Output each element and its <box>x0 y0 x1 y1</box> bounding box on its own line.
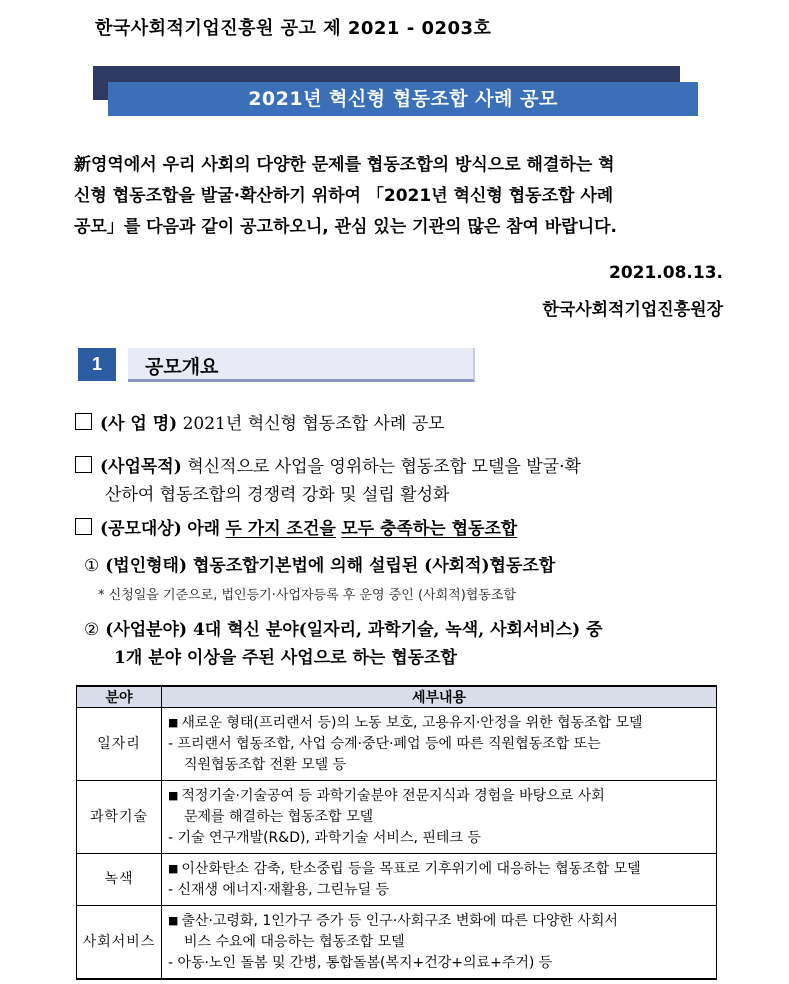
issuer-name: 한국사회적기업진흥원장 <box>542 300 723 320</box>
condition-1 <box>84 552 724 580</box>
table-cell-detail <box>162 781 717 854</box>
table-row <box>77 708 717 781</box>
detail-main: 이산화탄소 감축, 탄소중립 등을 목표로 기후위기에 대응하는 협동조합 모델 <box>181 861 641 877</box>
notice-number: 한국사회적기업진흥원 공고 제 2021 - 0203호 <box>95 18 492 39</box>
square-bullet-icon: ■ <box>168 789 179 802</box>
table-cell-detail <box>162 854 717 906</box>
detail-sub-continued: 직원협동조합 전환 모델 등 <box>184 757 347 773</box>
table-row <box>77 781 717 854</box>
condition-text: (사업분야) 4대 혁신 분야(일자리, 과학기술, 녹색, 사회서비스) 중 <box>105 620 603 640</box>
detail-main: 적정기술·기술공여 등 과학기술분야 전문지식과 경험을 바탕으로 사회 <box>181 788 605 804</box>
item-purpose <box>75 453 725 509</box>
item-value-underlined: 모두 충족하는 협동조합 <box>341 519 518 539</box>
item-label: (사 업 명) <box>100 414 178 434</box>
checkbox-icon <box>75 518 92 535</box>
condition-text-continued: 1개 분야 이상을 주된 사업으로 하는 협동조합 <box>114 648 457 668</box>
item-value: 혁신적으로 사업을 영위하는 협동조합 모델을 발굴·확 <box>187 457 581 477</box>
table-row <box>77 906 717 980</box>
table-cell-detail <box>162 708 717 781</box>
table-row <box>77 854 717 906</box>
intro-line: 新영역에서 우리 사회의 다양한 문제를 협동조합의 방식으로 해결하는 혁 <box>74 155 615 175</box>
condition-text: (법인형태) 협동조합기본법에 의해 설립된 (사회적)협동조합 <box>105 556 556 576</box>
item-value-continued: 산하여 협동조합의 경쟁력 강화 및 설립 활성화 <box>105 485 450 505</box>
square-bullet-icon: ■ <box>168 716 179 729</box>
intro-line: 공모」를 다음과 같이 공고하오니, 관심 있는 기관의 많은 참여 바랍니다. <box>74 217 617 237</box>
table-cell-field: 과학기술 <box>77 781 162 854</box>
detail-sub: - 아동·노인 돌봄 및 간병, 통합돌봄(복지+건강+의료+주거) 등 <box>168 955 553 971</box>
table-cell-field: 녹색 <box>77 854 162 906</box>
item-value-underlined: 두 가지 조건을 <box>225 519 336 539</box>
detail-sub: - 신재생 에너지·재활용, 그린뉴딜 등 <box>168 882 390 898</box>
detail-sub: - 기술 연구개발(R&D), 과학기술 서비스, 핀테크 등 <box>168 830 481 846</box>
intro-paragraph <box>74 150 724 243</box>
intro-line: 신형 협동조합을 발굴·확산하기 위하여 「2021년 혁신형 협동조합 사례 <box>74 186 614 206</box>
table-header-row <box>77 686 717 708</box>
square-bullet-icon: ■ <box>168 914 179 927</box>
item-value: 2021년 혁신형 협동조합 사례 공모 <box>182 414 445 434</box>
item-label: (사업목적) <box>100 457 182 477</box>
square-bullet-icon: ■ <box>168 862 179 875</box>
detail-main-continued: 비스 수요에 대응하는 협동조합 모델 <box>184 934 405 950</box>
condition-1-note: * 신청일을 기준으로, 법인등기·사업자등록 후 운영 중인 (사회적)협동조합 <box>98 588 517 603</box>
condition-2 <box>84 616 724 672</box>
item-value: 아래 <box>187 519 221 539</box>
detail-main-continued: 문제를 해결하는 협동조합 모델 <box>184 809 374 825</box>
detail-sub: - 프리랜서 협동조합, 사업 승계·중단·폐업 등에 따른 직원협동조합 또는 <box>168 736 601 752</box>
detail-table <box>76 685 717 980</box>
section-title: 공모개요 <box>145 356 219 378</box>
checkbox-icon <box>75 456 92 473</box>
notice-date: 2021.08.13. <box>608 263 723 283</box>
document-title: 2021년 혁신형 협동조합 사례 공모 <box>108 82 698 116</box>
table-cell-field: 일자리 <box>77 708 162 781</box>
section-number: 1 <box>78 348 116 381</box>
detail-main: 새로운 형태(프리랜서 등)의 노동 보호, 고용유지·안정을 위한 협동조합 모델 <box>181 715 643 731</box>
checkbox-icon <box>75 413 92 430</box>
condition-marker: ② <box>84 620 100 640</box>
table-cell-field: 사회서비스 <box>77 906 162 980</box>
table-header-detail: 세부내용 <box>162 686 717 708</box>
detail-main: 출산·고령화, 1인가구 증가 등 인구·사회구조 변화에 따른 다양한 사회서 <box>181 913 618 929</box>
condition-marker: ① <box>84 556 100 576</box>
item-label: (공모대상) <box>100 519 182 539</box>
item-business-name <box>75 410 725 438</box>
table-header-field: 분야 <box>77 686 162 708</box>
item-target <box>75 515 725 543</box>
table-cell-detail <box>162 906 717 980</box>
